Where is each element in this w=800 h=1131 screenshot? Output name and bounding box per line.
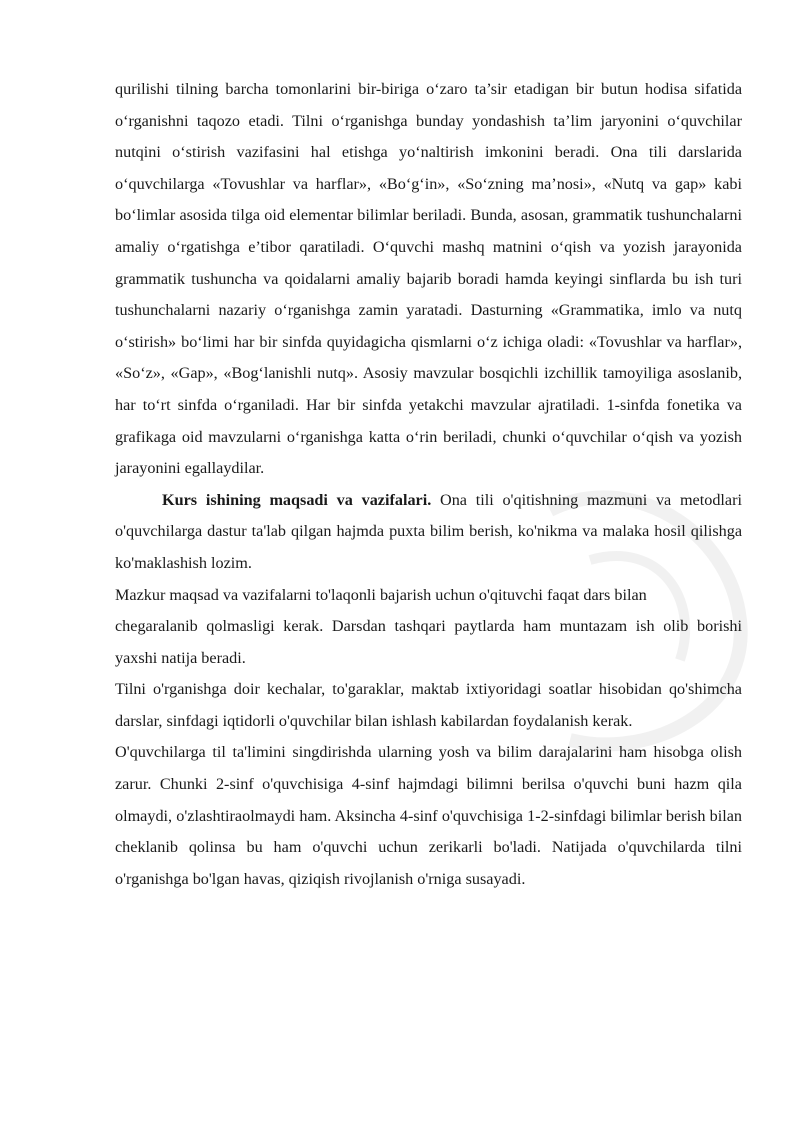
section-heading-course-goals: Kurs ishining maqsadi va vazifalari. bbox=[162, 490, 432, 509]
paragraph-teacher-duties-rest: chegaralanib qolmasligi kerak. Darsdan tashqari paytlarda ham muntazam ish olib borishi yaxshi natija beradi. bbox=[115, 617, 742, 667]
document-page bbox=[115, 74, 742, 895]
paragraph-age-level: O'quvchilarga til ta'limini singdirishda ularning yosh va bilim darajalarini ham hisobga olish zarur. Chunki 2-sinf o'quvchisiga 4-sinf hajmdagi bilimni berilsa o'quvchi buni hazm qila olmaydi, o'zlashtiraolmaydi ham. Aksincha 4-sinf o'quvchisiga 1-2-sinfdagi bilimlar berish bilan cheklanib qolinsa bu ham o'quvchi uchun zerikarli bo'ladi. Natijada o'quvchilarda tilni o'rganishga bo'lgan havas, qiziqish rivojlanish o'rniga susayadi. bbox=[115, 743, 742, 888]
paragraph-intro: qurilishi tilning barcha tomonlarini bir-biriga o‘zaro ta’sir etadigan bir butun hodisa sifatida o‘rganishni taqozo etadi. Tilni o‘rganishga bunday yondashish ta’lim jaryonini o‘quvchilar nutqini o‘stirish vazifasini hal etishga yo‘naltirish imkonini beradi. Ona tili darslarida o‘quvchilarga «Tovushlar va harflar», «Bo‘g‘in», «So‘zning ma’nosi», «Nutq va gap» kabi bo‘limlar asosida tilga oid elementar bilimlar beriladi. Bunda, asosan, grammatik tushunchalarni amaliy o‘rgatishga e’tibor qaratiladi. O‘quvchi mashq matnini o‘qish va yozish jarayonida grammatik tushuncha va qoidalarni amaliy bajarib boradi hamda keyingi sinflarda bu ish turi tushunchalarni nazariy o‘rganishga zamin yaratadi. Dasturning «Grammatika, imlo va nutq o‘stirish» bo‘limi har bir sinfda quyidagicha qismlarni o‘z ichiga oladi: «Tovushlar va harflar», «So‘z», «Gap», «Bog‘lanishli nutq». Asosiy mavzular bosqichli izchillik tamoyiliga asoslanib, har to‘rt sinfda o‘rganiladi. Har bir sinfda yetakchi mavzular ajratiladi. 1-sinfda fonetika va grafikaga oid mavzularni o‘rganishga katta o‘rin beriladi, chunki o‘quvchilar o‘qish va yozish jarayonini egallaydilar. bbox=[115, 80, 742, 478]
paragraph-teacher-duties bbox=[115, 580, 742, 675]
paragraph-course-goals-text: Ona tili o'qitishning mazmuni va metodlari o'quvchilarga dastur ta'lab qilgan hajmda puxta bilim berish, ko'nikma va malaka hosil qilishga ko'maklashish lozim. bbox=[115, 490, 742, 572]
paragraph-extracurricular: Tilni o'rganishga doir kechalar, to'garaklar, maktab ixtiyoridagi soatlar hisobidan qo'shimcha darslar, sinfdagi iqtidorli o'quvchilar bilan ishlash kabilardan foydalanish kerak. bbox=[115, 680, 742, 730]
paragraph-teacher-duties-line1: Mazkur maqsad va vazifalarni to'laqonli bajarish uchun o'qituvchi faqat dars bilan bbox=[115, 585, 647, 604]
paragraph-course-goals bbox=[115, 485, 742, 580]
